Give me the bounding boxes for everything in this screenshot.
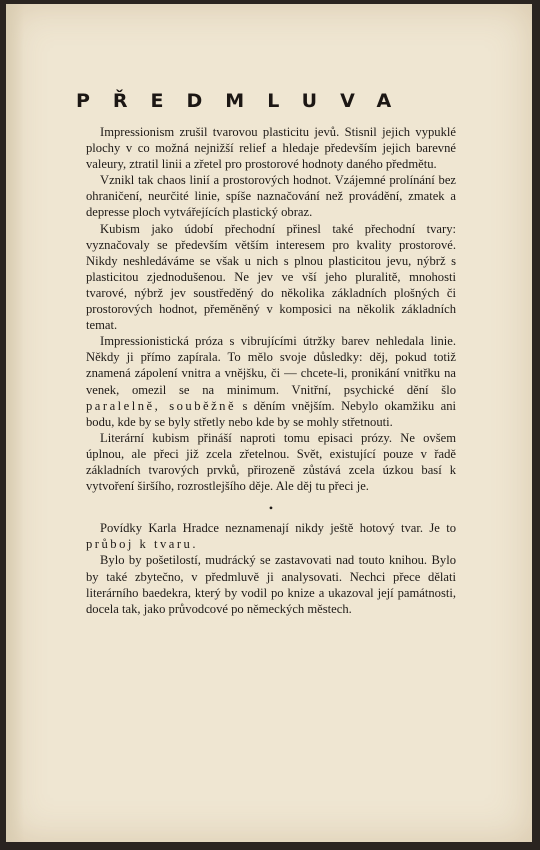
spaced-emphasis: paralelně, souběžně [86,398,237,413]
paragraph-hradec [86,520,456,552]
book-page [6,4,532,842]
paragraph-kubism: Kubism jako údobí přechodní přinesl také přechodní tvary: vyznačovaly se především větším interesem pro kvality prostorové. Nikdy neshledáváme se však u nich s plnou plasticitou jevu, nýbrž s plasticitou zjednodušenou. Ne jev ve vší jeho pluralitě, mnohosti tvarové, nýbrž jev soustředěný do několika základních plošných či prostorových hodnot, přeměněný v komposici na několik základních temat. [86,221,456,333]
page-title: PŘEDMLUVA [76,90,415,112]
text-run: s děním vnějším. Nebylo okamžiku ani bodu, kde by se byly střetly nebo kde by se mohly střetnouti. [86,398,456,429]
paragraph-literary-kubism: Literární kubism přináší naproti tomu episaci prózy. Ne ovšem úplnou, ale přeci již zcela zřetelnou. Svět, existující pouze v řadě základních tvarových prvků, přirozeně zůstává zcela úzkou basí k vytvoření širšího, rozrostlejšího děje. Ale děj tu přeci je. [86,430,456,494]
paragraph-impressionism: Impressionism zrušil tvarovou plasticitu jevů. Stisnil jejich vypuklé plochy v co možná nejnižší relief a hledaje především jejich barevné valeury, ztratil linii a zřetel pro prostorové hodnoty daného předmětu. [86,125,456,172]
spaced-emphasis: průboj k tvaru [86,537,193,552]
paragraph-impressionist-prose [86,333,456,430]
page-edge [0,842,540,850]
text-run: Impressionistická próza s vibrujícími útržky barev nehledala linie. Někdy ji přímo zapírala. To mělo svoje důsledky: děj, pokud totiž znamená zápolení vnitra a vnějšku, či — chcete-li, pronikání vnitřku na venek, omezil se na minimum. Vnitřní, psychické dění šlo [86,334,456,397]
paragraph-chaos: Vznikl tak chaos linií a prostorových hodnot. Vzájemné prolínání bez ohraničení, neurčité linie, spíše naznačování než provádění, zmatek a depresse ploch vytvářejících plastický obraz. [86,173,456,220]
text-run: . [192,537,196,552]
preface-text [86,124,456,617]
paragraph-closing: Bylo by pošetilostí, mudrácký se zastavovati nad touto knihou. Bylo by také zbytečno, v předmluvě ji analysovati. Nechci přece dělati literárního baedekra, který by vodil po knize a ukazoval její památnosti, docela tak, jako průvodcové po německých městech. [86,553,456,616]
text-run: Povídky Karla Hradce neznamenají nikdy ještě hotový tvar. Je to [100,521,456,536]
section-separator: • [268,501,274,516]
